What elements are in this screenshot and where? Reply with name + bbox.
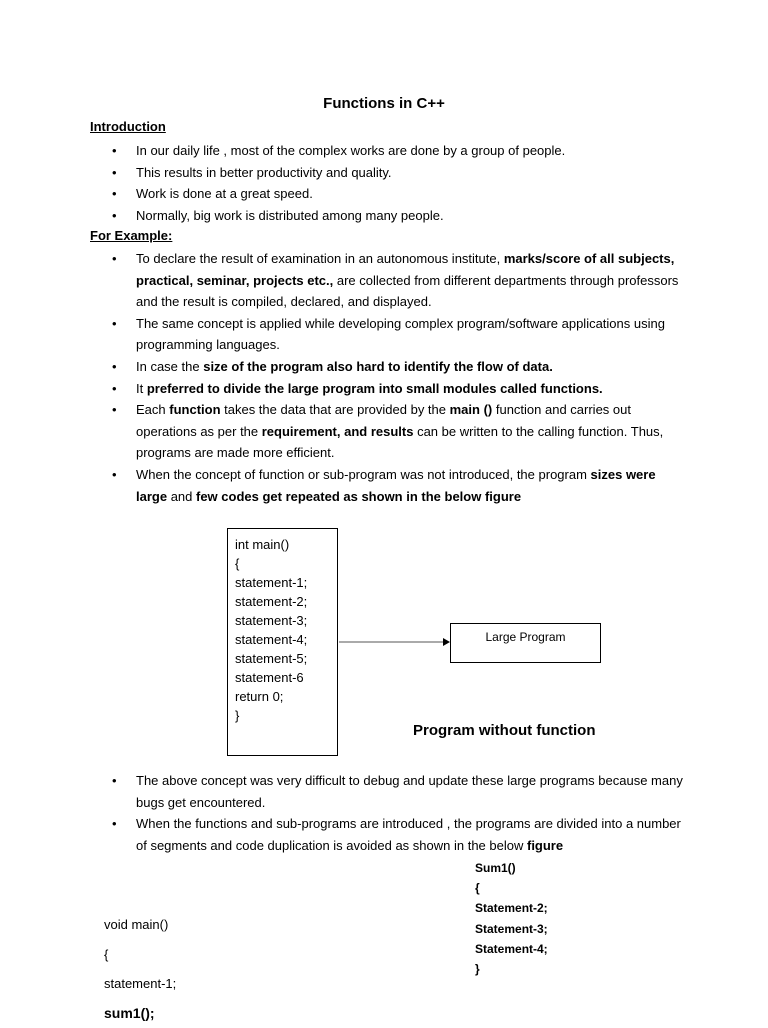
list-item: • In case the size of the program also hard to identify the flow of data. [90, 356, 690, 378]
list-item: • When the concept of function or sub-program was not introduced, the program sizes were large and few codes get repeated as shown in the below figure [90, 464, 690, 507]
code-line: statement-4; [235, 630, 337, 649]
large-program-label: Large Program [485, 630, 565, 644]
bullet-icon: • [112, 378, 117, 400]
code-line: return 0; [235, 687, 337, 706]
code-line: statement-6 [235, 668, 337, 687]
code-line: { [235, 554, 337, 573]
example-list [90, 248, 690, 507]
code-line: statement-5; [235, 649, 337, 668]
code-line: } [475, 959, 548, 979]
introduction-heading: Introduction [90, 119, 166, 134]
bullet-icon: • [112, 183, 117, 205]
code-line: { [475, 878, 548, 898]
code-line: Statement-3; [475, 919, 548, 939]
page-title: Functions in C++ [0, 95, 768, 112]
code-line: int main() [235, 535, 337, 554]
main-function-code [104, 910, 176, 1028]
bullet-icon: • [112, 464, 117, 486]
bullet-icon: • [112, 162, 117, 184]
code-line: sum1(); [104, 999, 176, 1028]
code-line: statement-1; [235, 573, 337, 592]
figure-caption: Program without function [413, 722, 595, 739]
code-line: Sum1() [475, 858, 548, 878]
bullet-icon: • [112, 813, 117, 835]
bullet-icon: • [112, 313, 117, 335]
code-line: statement-1; [104, 969, 176, 999]
code-line: statement-2; [235, 592, 337, 611]
code-line: } [235, 706, 337, 725]
sum-function-code [475, 858, 548, 979]
bullet-icon: • [112, 140, 117, 162]
bullet-icon: • [112, 356, 117, 378]
arrow-right-icon [339, 636, 451, 648]
code-line: Statement-2; [475, 898, 548, 918]
list-item: • It preferred to divide the large program into small modules called functions. [90, 378, 690, 400]
list-item: • Work is done at a great speed. [90, 183, 690, 205]
bullet-icon: • [112, 399, 117, 421]
list-item: • The above concept was very difficult to debug and update these large programs because many bugs get encountered. [90, 770, 690, 813]
list-item: • In our daily life , most of the complex works are done by a group of people. [90, 140, 690, 162]
code-line: statement-3; [235, 611, 337, 630]
introduction-list [90, 140, 690, 226]
list-item: • Normally, big work is distributed among many people. [90, 205, 690, 227]
list-item: • The same concept is applied while developing complex program/software applications using programming languages. [90, 313, 690, 356]
bullet-icon: • [112, 248, 117, 270]
list-item: • Each function takes the data that are provided by the main () function and carries out operations as per the requirement, and results can be written to the calling function. Thus, programs are made more efficient. [90, 399, 690, 464]
list-item: • To declare the result of examination in an autonomous institute, marks/score of all subjects, practical, seminar, projects etc., are collected from different departments through professors and the result is compiled, declared, and displayed. [90, 248, 690, 313]
code-line: void main() [104, 910, 176, 940]
list-item: • When the functions and sub-programs are introduced , the programs are divided into a number of segments and code duplication is avoided as shown in the below figure [90, 813, 690, 856]
bullet-icon: • [112, 770, 117, 792]
code-line: Statement-4; [475, 939, 548, 959]
list-item: • This results in better productivity and quality. [90, 162, 690, 184]
for-example-heading: For Example: [90, 228, 172, 243]
bullet-icon: • [112, 205, 117, 227]
code-line: { [104, 940, 176, 970]
large-program-box [450, 623, 601, 663]
main-code-box [227, 528, 338, 756]
later-list [90, 770, 690, 856]
